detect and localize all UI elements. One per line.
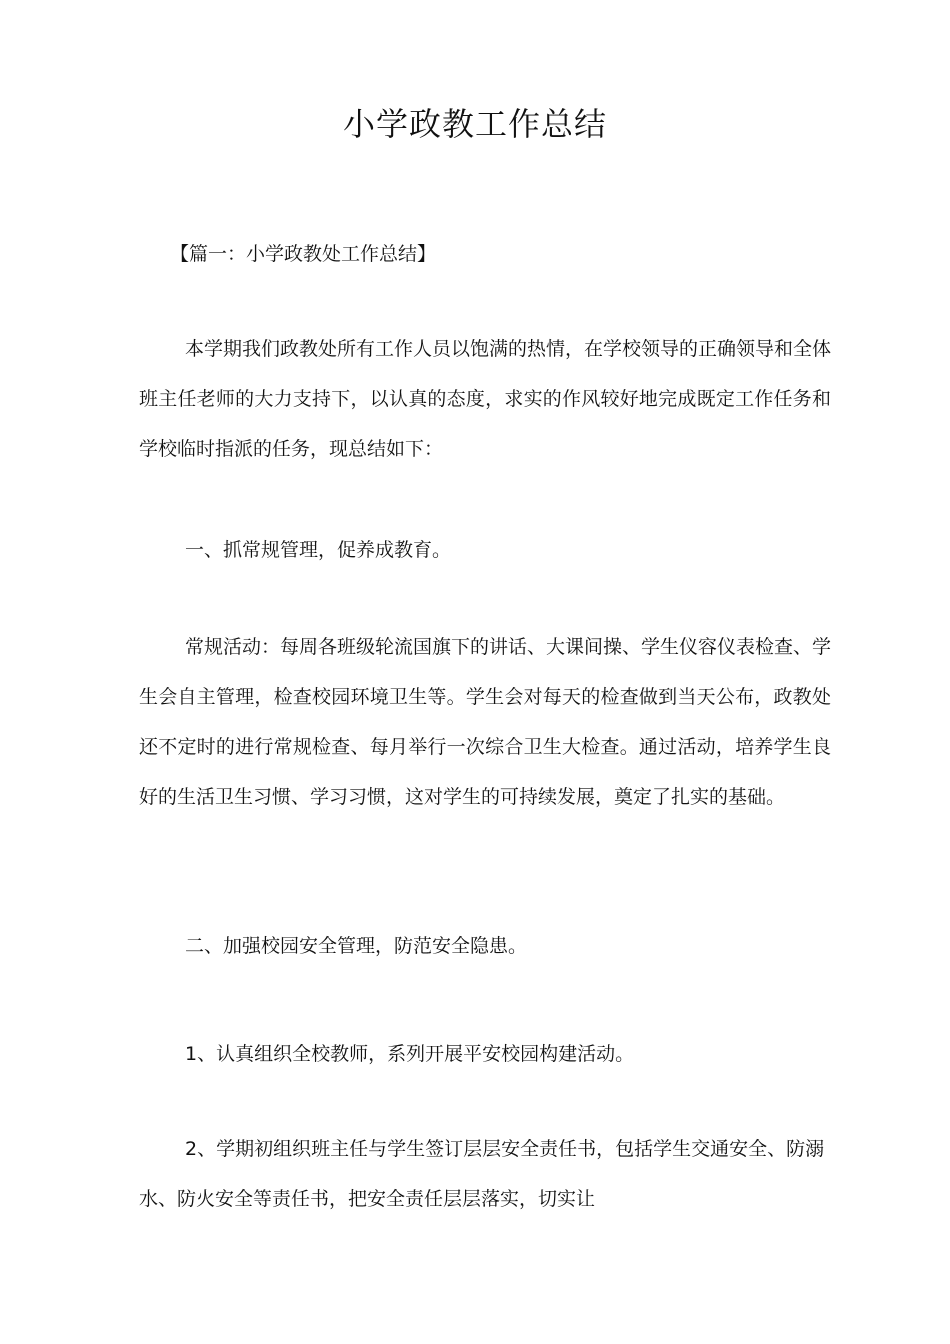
intro-paragraph: 本学期我们政教处所有工作人员以饱满的热情，在学校领导的正确领导和全体班主任老师的大力支持下，以认真的态度，求实的作风较好地完成既定工作任务和学校临时指派的任务，现总结如下： (139, 338, 832, 460)
part1-paragraph: 常规活动：每周各班级轮流国旗下的讲话、大课间操、学生仪容仪表检查、学生会自主管理，检查校园环境卫生等。学生会对每天的检查做到当天公布，政教处还不定时的进行常规检查、每月举行一次综合卫生大检查。通过活动，培养学生良好的生活卫生习惯、学习习惯，这对学生的可持续发展，奠定了扎实的基础。 (139, 636, 832, 808)
part2-item-2: 2、学期初组织班主任与学生签订层层安全责任书，包括学生交通安全、防溺水、防火安全等责任书，把安全责任层层落实，切实让 (139, 1138, 825, 1210)
part1-heading: 一、抓常规管理，促养成教育。 (185, 539, 452, 561)
section-heading: 【篇一：小学政教处工作总结】 (170, 243, 437, 265)
document-title: 小学政教工作总结 (342, 105, 607, 143)
part2-heading: 二、加强校园安全管理，防范安全隐患。 (185, 935, 528, 957)
part2-item-1: 1、认真组织全校教师，系列开展平安校园构建活动。 (185, 1043, 635, 1065)
